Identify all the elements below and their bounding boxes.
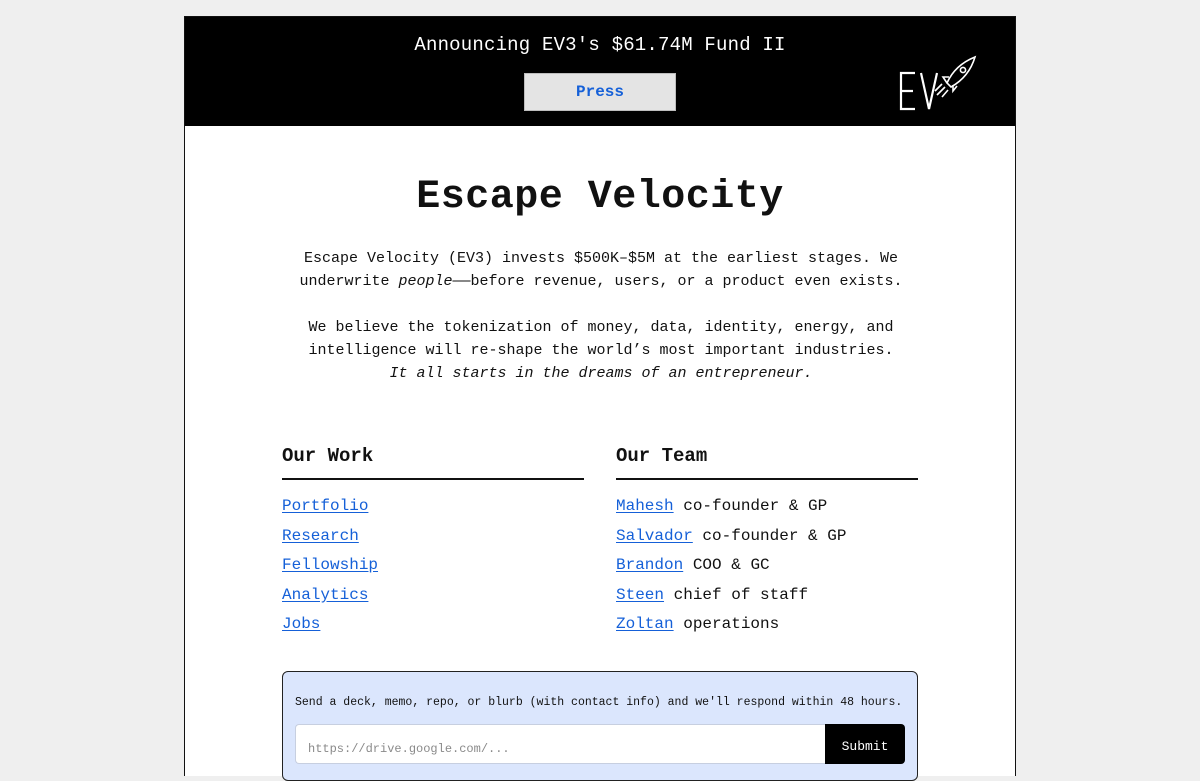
team-role: chief of staff [673,585,809,604]
list-item [616,526,918,556]
page-title: Escape Velocity [416,175,784,220]
list-item [282,585,584,615]
team-link-zoltan[interactable]: Zoltan [616,615,674,633]
team-role: co-founder & GP [683,497,828,515]
team-member-list [616,496,918,644]
work-link-research[interactable]: Research [282,526,359,545]
announcement-banner [185,17,1015,126]
team-role: operations [683,615,780,633]
intro-text-2: We believe the tokenization of money, data, identity, energy, and intelligence will re-shape the world’s most important industries. [308,319,894,359]
work-link-fellowship[interactable]: Fellowship [282,556,379,574]
list-item [616,585,918,615]
rocket-icon [935,57,975,97]
deck-url-input[interactable] [295,724,827,764]
work-link-jobs[interactable]: Jobs [282,615,321,633]
submit-button[interactable]: Submit [825,724,905,764]
intro-tagline: It all starts in the dreams of an entrepreneur. [389,365,813,382]
submission-instructions: Send a deck, memo, repo, or blurb (with contact info) and we'll respond within 48 hours. [295,696,903,709]
team-link-steen[interactable]: Steen [616,585,665,604]
list-item [282,496,584,526]
team-role: COO & GC [692,556,770,574]
our-team-section [616,445,918,644]
our-work-heading: Our Work [282,445,584,480]
announcement-text: Announcing EV3's $61.74M Fund II [414,34,786,56]
list-item [616,614,918,644]
page-frame [184,16,1016,776]
intro-paragraph-2 [281,316,921,385]
list-item [616,555,918,585]
list-item [282,555,584,585]
intro-text-1b: ——before revenue, users, or a product even exists. [452,273,903,290]
intro-paragraph-1 [281,247,921,293]
list-item [282,526,584,556]
intro-emphasis-people: people [398,273,453,290]
our-team-heading: Our Team [616,445,918,480]
intro-text-1a: Escape Velocity (EV3) invests $500K–$5M at the earliest stages. We underwrite [299,250,899,290]
list-item [282,614,584,644]
deck-submission-form [282,671,918,781]
team-role: co-founder & GP [702,526,847,545]
work-link-list [282,496,584,644]
press-button[interactable]: Press [524,73,676,111]
work-link-portfolio[interactable]: Portfolio [282,497,369,515]
work-link-analytics[interactable]: Analytics [282,585,369,604]
team-link-mahesh[interactable]: Mahesh [616,497,674,515]
team-link-salvador[interactable]: Salvador [616,526,693,545]
our-work-section [282,445,584,644]
team-link-brandon[interactable]: Brandon [616,556,684,574]
logo-letters [901,73,937,109]
ev-logo[interactable] [897,53,979,115]
list-item [616,496,918,526]
